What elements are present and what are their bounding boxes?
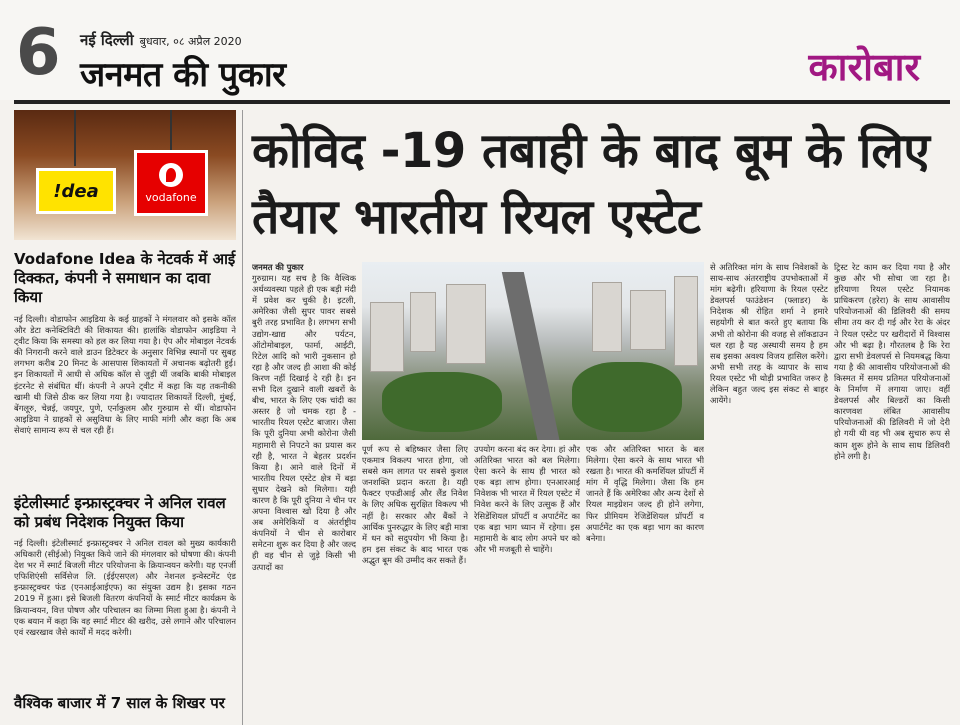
story-column-3: उपयोग करना बंद कर देगा। हां और अतिरिक्त भारत को बल मिलेगा। ऐसा करने के साथ ही भारत को एक बड़ा लाभ होगा। एनआरआई निवेशक भी भारत में रियल एस्टेट में निवेश करने के लिए उत्सुक हैं और रेसिडेंशियल प्रॉपर्टी व अपार्टमेंट का एक बड़ा भाग ध्यान में रहेगा। इस महामारी के बाद लोग अपने घर को और भी मजबूती से चाहेंगे। (474, 444, 580, 554)
building (630, 290, 666, 350)
story-vodafone-body: नई दिल्ली। वोडाफोन आइडिया के कई ग्राहकों ने मंगलवार को इसके कॉल और डेटा कनेक्टिविटी की शिकायत की। हालांकि वोडाफोन आइडिया ने ट्वीट किया कि समस्या को हल कर लिया गया है। ऐप और मोबाइल नेटवर्क की निगरानी करने वाले डाउन डिटेक्टर के अनुसार विभिन्न स्थानों पर सुबह लगभग करीब 20 मिनट के आसपास शिकायतों में अचानक बढ़ोतरी हुई। इन शिकायतों में आधी से अधिक कॉल से जुड़ी थीं जबकि बाकी मोबाइल इंटरनेट से संबंधित थीं। कंपनी ने अपने ट्वीट में कहा कि यह तकनीकी खामी थी जिसे ठीक कर लिया गया है। ज्यादातर शिकायतें दिल्ली, मुंबई, बेंगलूरु, चेन्नई, जयपुर, पुणे, एर्नाकुलम और गुरुग्राम से थीं। वोडाफोन आइडिया ने ग्राहकों से असुविधा के लिए माफी मांगी और कहा कि अब सेवाएं सामान्य रूप से चल रही हैं। (14, 314, 236, 435)
left-column (14, 110, 236, 725)
city: नई दिल्ली (80, 31, 134, 49)
main-headline: कोविद -19 तबाही के बाद बूम के लिए तैयार भारतीय रियल एस्टेट (252, 123, 930, 245)
section-title: कारोबार (808, 45, 920, 89)
greenery (382, 372, 502, 432)
vodafone-logo (134, 150, 208, 216)
story-intellismart-headline: इंटेलीस्मार्ट इन्फ्रास्ट्रक्चर ने अनिल रावल को प्रबंध निदेशक नियुक्त किया (14, 494, 226, 531)
masthead-rule (14, 100, 950, 104)
vodafone-logo-text: vodafone (145, 190, 197, 204)
page-number: 6 (16, 16, 61, 90)
dateline (80, 30, 242, 50)
story-column-6: ट्रिस्ट रेट काम कर दिया गया है और कुछ और भी सोचा जा रहा है। हरियाणा रियल एस्टेट नियामक प्राधिकरण (हरेरा) के साथ आवासीय परियोजनाओं की डिलिवरी की समय सीमा तय कर दी गई और रेरा के अंदर ने रियल एस्टेट पर खरीदारों में विश्वास और भी बढ़ा है। गौरतलब है कि रेरा द्वारा सभी डेवलपर्स से नियमबद्ध किया गया है की आवासीय परियोजनाओं की किस्मत में समय प्रतिमत परियोजनाओं के निर्माण में लगाया जाए। वहीं डेवलपर्स और बिल्डरों का किसी कारणवश लंबित आवासीय परियोजनाओं की डिलिवरी में जो देरी हो गयी थी वह भी अब सुचारु रूप से काम शुरू होने के साथ साथ डिलिवरी होने लगी है। (834, 262, 950, 461)
city-skyline-photo (362, 262, 704, 440)
byline: जनमत की पुकार (252, 262, 304, 272)
building (446, 284, 486, 364)
story-market-headline: वैश्विक बाजार में 7 साल के शिखर पर (14, 694, 225, 712)
building (674, 276, 698, 366)
column-1-text: गुरुग्राम। यह सच है कि वैश्विक अर्थव्यवस्था पहले ही एक बड़ी मंदी में प्रवेश कर चुकी है। इटली, अमेरिका जैसी सुपर पावर सबसे बुरी तरह प्रभावित है। लगभग सभी उद्योग-खाद्य और पर्यटन, ऑटोमोबाइल, फार्मा, आईटी, रिटेल आदि को भारी नुकसान हो रहा है और जल्द ही आशा की कोई किरण नहीं दिखाई दे रही है। इन सभी दिल दुखाने वाली खबरों के बीच, भारत के लिए एक चांदी का अस्तर है जो चमक रहा है - भारतीय रियल एस्टेट बाजार। जैसा कि पूरी दुनिया अभी कोरोना जैसी महामारी से निपटने का प्रयास कर रही है, भारत ने बेहतर प्रदर्शन किया है। आने वाले दिनों में भारतीय रियल एस्टेट क्षेत्र में बड़ा सुधार देखने को मिलेगा। यही कारण है कि पूरी दुनिया ने चीन पर अपना विश्वास खो दिया है और अब अमेरिकियों व अंतर्राष्ट्रीय कंपनियों ने चीन से कारोबार समेटना शुरू कर दिया है और जल्द ही वह चीन से जुड़े किसी भी उत्पादों का (252, 273, 356, 572)
date: बुधवार, ०८ अप्रैल 2020 (139, 35, 242, 48)
masthead (0, 0, 960, 100)
sign-hanger (74, 110, 76, 166)
column-divider (242, 110, 243, 725)
story-column-5: से अतिरिक्त मांग के साथ निवेशकों के साथ-साथ अंतरराष्ट्रीय उपभोक्ताओं में मांग बढ़ेगी। हरियाणा के रियल एस्टेट डेवलपर्स फाउंडेशन (फ्लाडर) के निदेशक श्री रोहित शर्मा ने हमारे सहयोगी से बात करते हुए बताया कि अभी तो कोरोना की वजह से लॉकडाउन चल रहा है यह अस्थायी समय है हम सब इसका अवश्य विजय हासिल करेंगे। अभी सभी तरह के व्यापार के साथ रियल एस्टेट भी थोड़ी प्रभावित जरूर है लेकिन बहुत जल्द इस संकट से बाहर आयेंगे। (710, 262, 828, 406)
story-column-2: पूर्ण रूप से बहिष्कार जैसा लिए एकमात्र विकल्प भारत होगा, जो सबसे कम लागत पर सबसे कुशल जनशक्ति प्रदान करता है। यही फैक्टर एफडीआई और लैंड निवेश के लिए अधिक सुरक्षित विकल्प भी नहीं है। सरकार और बैंकों ने आर्थिक पुनरुद्धार के लिए बड़ी मात्रा में धन को सदुपयोग भी किया है। हम इस संकट के बाद भारत एक अद्भुत बूम की उम्मीद कर सकते हैं। (362, 444, 468, 565)
story-intellismart-body: नई दिल्ली। इंटेलीस्मार्ट इन्फ्रास्ट्रक्चर ने अनिल रावल को मुख्य कार्यकारी अधिकारी (सीईओ) नियुक्त किये जाने की मंगलवार को घोषणा की। कंपनी देश भर में स्मार्ट बिजली मीटर परियोजना के क्रियान्वयन करेगी। यह एनर्जी एफिशिएंसी सर्विसेज लि. (ईईएसएल) और नेशनल इन्वेस्टमेंट एंड इन्फ्रास्ट्रक्चर फंड (एनआईआईएफ) का संयुक्त उद्यम है। इसका गठन 2019 में हुआ। इसे बिजली वितरण कंपनियों के स्मार्ट मीटर कार्यक्रम के क्रियान्वयन, वित्त पोषण और परिचालन का जिम्मा मिला हुआ है। कंपनी ने एक बयान में कहा कि वह स्मार्ट मीटर की खरीद, उसे लगाने और परिचालन एवं रखरखाव जैसे कार्यों में मदद करेगी। (14, 538, 236, 637)
vodafone-mark-icon (159, 163, 183, 187)
idea-logo: !dea (36, 168, 116, 214)
paper-name: जनमत की पुकार (80, 55, 286, 95)
story-column-1b (252, 444, 356, 712)
building (370, 302, 404, 372)
greenery (572, 362, 682, 432)
story-column-4: एक और अतिरिक्त भारत के बल मिलेगा। ऐसा करने के साथ भारत भी रखता है। भारत की कमर्शियल प्रॉपर्टी में मांग में वृद्धि मिलेगा। जैसा कि हम जानते हैं कि अमेरिका और अन्य देशों से रियल माइग्रेशन जल्द ही होने लगेगा, फिर प्रीमियम रेजिडेंशियल प्रॉपर्टी व अपार्टमेंट का एक बड़ा भाग का कारण बनेगा। (586, 444, 704, 543)
road (502, 272, 564, 440)
story-vodafone-headline: Vodafone Idea के नेटवर्क में आई दिक्कत, कंपनी ने समाधान का दावा किया (14, 250, 236, 306)
building (410, 292, 436, 352)
building (592, 282, 622, 352)
telecom-photo (14, 110, 236, 240)
